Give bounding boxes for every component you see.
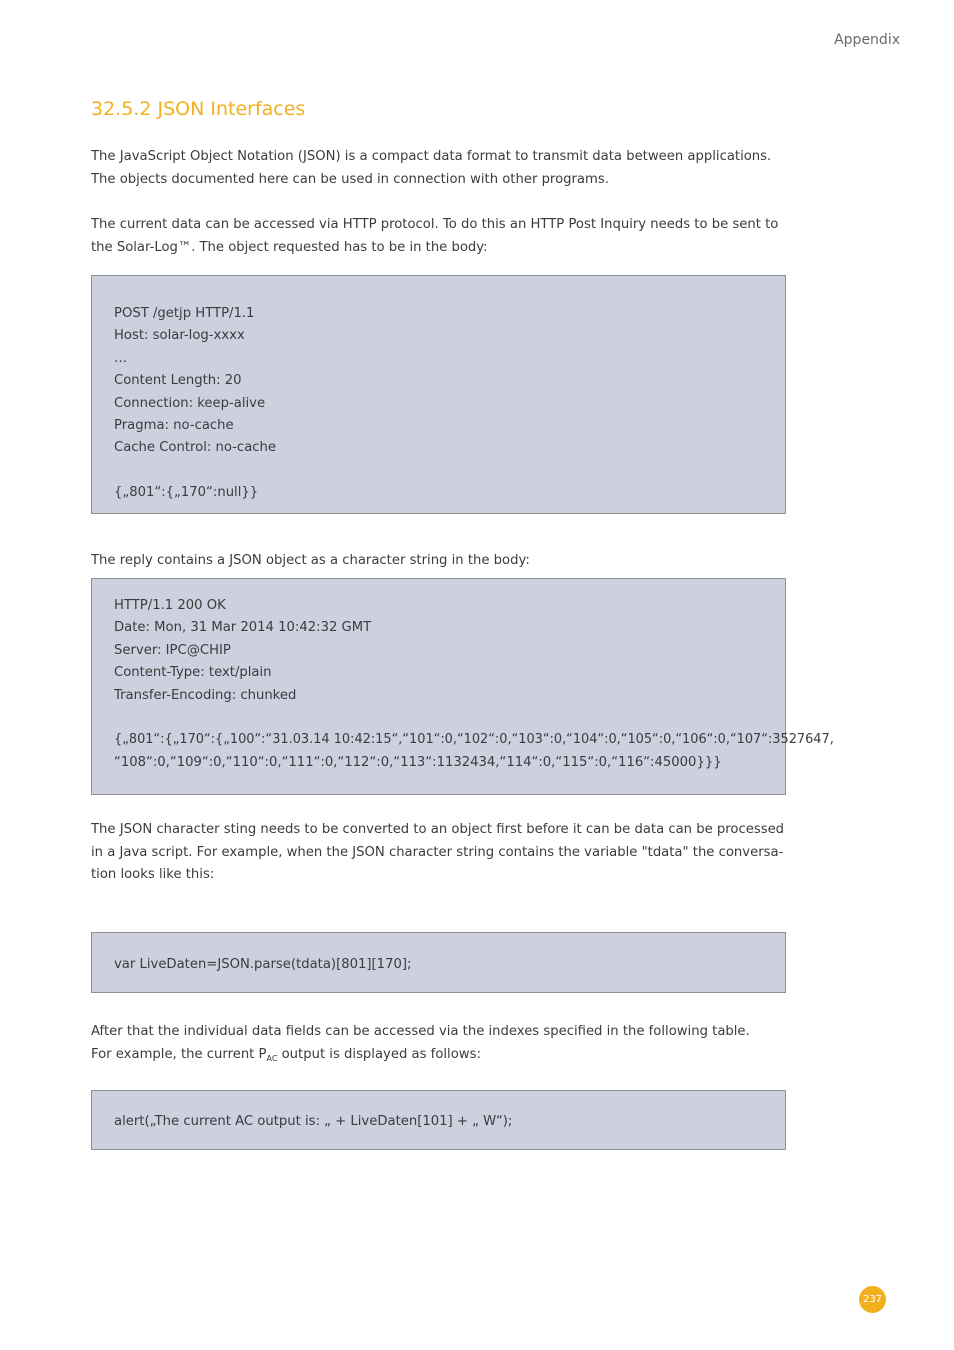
- code-line: Date: Mon, 31 Mar 2014 10:42:32 GMT: [114, 620, 372, 636]
- page-number-badge: 237: [859, 1286, 886, 1313]
- text-fragment: output is displayed as follows:: [277, 1046, 481, 1062]
- code-line: Server: IPC@CHIP: [114, 642, 231, 658]
- section-heading: 32.5.2 JSON Interfaces: [91, 98, 306, 120]
- code-line: Content Length: 20: [114, 373, 242, 389]
- code-line: HTTP/1.1 200 OK: [114, 598, 226, 613]
- text-line: The JSON character sting needs to be converted to an object first before it can be data can be processed: [91, 822, 785, 837]
- text-line: tion looks like this:: [91, 867, 215, 882]
- code-line: Cache Control: no-cache: [114, 440, 276, 456]
- code-line: “108“:0,“109“:0,“110“:0,“111“:0,“112“:0,“113“:1132434,“114“:0,“115“:0,“116“:45000}}}: [114, 754, 722, 770]
- text-line: the Solar-Log™. The object requested has to be in the body:: [91, 239, 488, 255]
- code-block-request: [91, 275, 786, 514]
- text-line: After that the individual data fields can be accessed via the indexes specified in the following table.: [91, 1024, 750, 1039]
- code-line: var LiveDaten=JSON.parse(tdata)[801][170];: [114, 957, 412, 972]
- fields-paragraph: [91, 1021, 815, 1070]
- code-block-reply: [91, 578, 834, 795]
- code-line: …: [114, 350, 128, 366]
- code-line: {„801“:{„170“:{„100“:“31.03.14 10:42:15“,“101“:0,“102“:0,“103“:0,“104“:0,“105“:0,“106“:0,“107“:3527647,: [114, 732, 834, 748]
- text-fragment: For example, the current P: [91, 1046, 267, 1062]
- code-line: Content-Type: text/plain: [114, 665, 272, 681]
- code-block-alert: [91, 1090, 786, 1150]
- code-line: POST /getjp HTTP/1.1: [114, 306, 255, 321]
- access-paragraph: [91, 214, 815, 259]
- code-line: Connection: keep-alive: [114, 395, 266, 411]
- text-line: in a Java script. For example, when the JSON character string contains the variable "tdata" the conversa-: [91, 844, 784, 860]
- convert-paragraph: [91, 819, 815, 887]
- subscript: AC: [266, 1053, 278, 1063]
- code-line: {„801“:{„170“:null}}: [114, 485, 259, 501]
- code-block-parse: [91, 932, 786, 993]
- reply-paragraph: The reply contains a JSON object as a character string in the body:: [91, 553, 530, 568]
- code-line: Pragma: no-cache: [114, 417, 234, 433]
- text-line: The current data can be accessed via HTTP protocol. To do this an HTTP Post Inquiry needs to be sent to: [91, 217, 779, 232]
- running-header: Appendix: [834, 32, 900, 48]
- code-line: Host: solar-log-xxxx: [114, 328, 245, 344]
- text-line: The JavaScript Object Notation (JSON) is a compact data format to transmit data between applications.: [91, 149, 772, 164]
- code-line: Transfer-Encoding: chunked: [114, 687, 297, 703]
- text-line: [91, 1044, 815, 1071]
- code-line: alert(„The current AC output is: „ + LiveDaten[101] + „ W“);: [114, 1114, 513, 1129]
- intro-paragraph: [91, 146, 815, 191]
- text-line: The objects documented here can be used in connection with other programs.: [91, 171, 609, 187]
